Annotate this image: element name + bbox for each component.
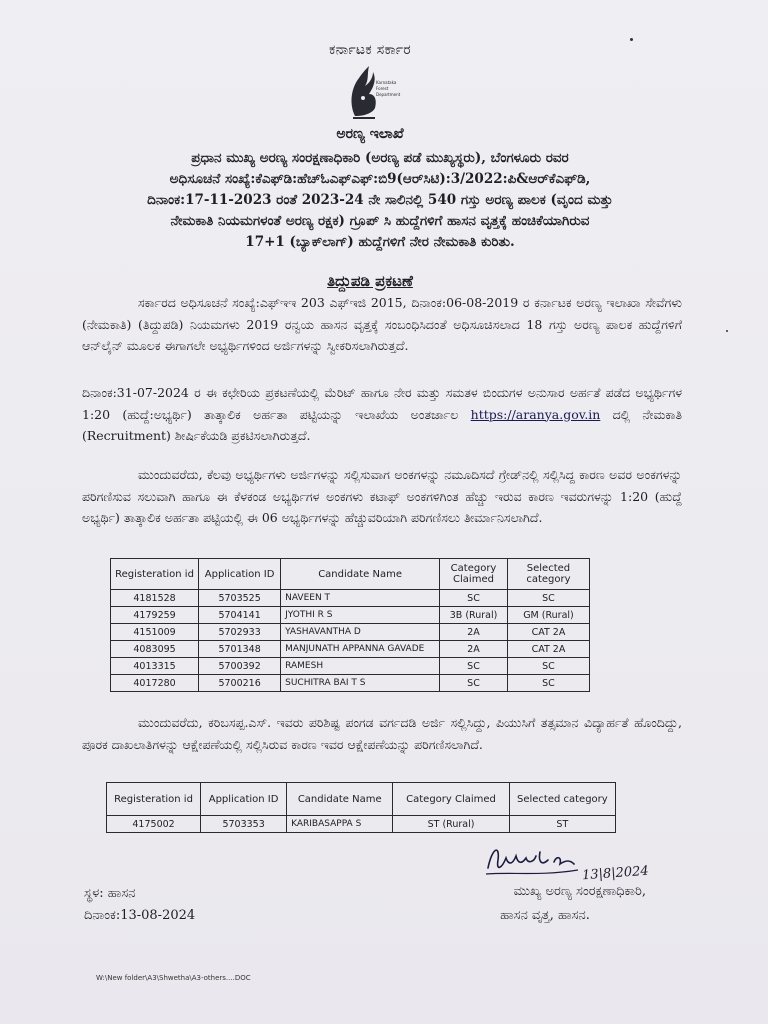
table-cell: GM (Rural) bbox=[507, 607, 589, 624]
forest-department-emblem-icon bbox=[345, 64, 401, 120]
table-cell: ST bbox=[509, 816, 615, 833]
svg-text:Forest: Forest bbox=[376, 86, 389, 91]
table-cell: 5702933 bbox=[199, 624, 281, 641]
column-header: Application ID bbox=[201, 783, 287, 816]
column-header: Selected category bbox=[507, 559, 589, 590]
office-name: ಹಾಸನ ವೃತ್ತ, ಹಾಸನ. bbox=[500, 908, 590, 923]
table-cell: SC bbox=[440, 658, 508, 675]
table-header-row bbox=[107, 783, 616, 816]
table-cell: CAT 2A bbox=[507, 624, 589, 641]
subject-line-4: ನೇಮಕಾತಿ ನಿಯಮಗಳಂತೆ ಅರಣ್ಯ ರಕ್ಷಕ) ಗ್ರೂಪ್ ಸಿ ಹುದ್ದೆಗಳಿಗೆ ಹಾಸನ ವೃತ್ತಕ್ಕೆ ಹಂಚಿಕೆಯಾಗಿರುವ bbox=[170, 213, 590, 229]
officer-designation: ಮುಖ್ಯ ಅರಣ್ಯ ಸಂರಕ್ಷಣಾಧಿಕಾರಿ, bbox=[513, 884, 646, 899]
column-header: Registeration id bbox=[107, 783, 201, 816]
table-cell: SUCHITRA BAI T S bbox=[281, 675, 440, 692]
table-cell: SC bbox=[440, 675, 508, 692]
paragraph-2-text-a: ದಿನಾಂಕ:31-07-2024 ರ ಈ ಕಛೇರಿಯ ಪ್ರಕಟಣೆಯಲ್ಲಿ ಮೆರಿಟ್ ಹಾಗೂ ನೇರ ಮತ್ತು ಸಮತಳ ಬಿಂದುಗಳ ಅನುಸಾರ ಅರ್ಹತೆ ಪಡೆದ ಅಭ್ಯರ್ಥಿಗಳ 1:20 (ಹುದ್ದೆ:ಅಭ್ಯರ್ಥಿ) ತಾತ್ಕಾಲಿಕ ಅರ್ಹತಾ ಪಟ್ಟಿಯನ್ನು ಇಲಾಖೆಯ ಅಂತರ್ಜಾಲ bbox=[82, 385, 682, 422]
table-cell: 4017280 bbox=[111, 675, 199, 692]
government-title: ಕರ್ನಾಟಕ ಸರ್ಕಾರ bbox=[329, 42, 411, 58]
table-row bbox=[111, 658, 590, 675]
table-cell: 5700392 bbox=[199, 658, 281, 675]
table-row bbox=[111, 590, 590, 607]
table-cell: SC bbox=[507, 658, 589, 675]
column-header: Category Claimed bbox=[393, 783, 509, 816]
paragraph-4: ಮುಂದುವರೆದು, ಕರಿಬಸಪ್ಪ.ಎಸ್. ಇವರು ಪರಿಶಿಷ್ಟ ಪಂಗಡ ವರ್ಗದಡಿ ಅರ್ಜಿ ಸಲ್ಲಿಸಿದ್ದು, ಪಿಯುಸಿಗೆ ತತ್ಸಮಾನ ವಿದ್ಯಾರ್ಹತೆ ಹೊಂದಿದ್ದು, ಪೂರಕ ದಾಖಲಾತಿಗಳನ್ನು ಆಕ್ಷೇಪಣೆಯಲ್ಲಿ ಸಲ್ಲಿಸಿರುವ ಕಾರಣ ಇವರ ಆಕ್ಷೇಪಣೆಯನ್ನು ಪರಿಗಣಿಸಲಾಗಿದೆ. bbox=[82, 715, 682, 752]
table-row bbox=[111, 607, 590, 624]
objection-candidate-table bbox=[106, 782, 616, 833]
paragraph-2 bbox=[82, 382, 682, 447]
table-cell: SC bbox=[507, 590, 589, 607]
table-header-row bbox=[111, 559, 590, 590]
column-header: Selected category bbox=[509, 783, 615, 816]
column-header: Category Claimed bbox=[440, 559, 508, 590]
subject-line-3: ದಿನಾಂಕ:17-11-2023 ರಂತೆ 2023-24 ನೇ ಸಾಲಿನಲ್ಲಿ 540 ಗಸ್ತು ಅರಣ್ಯ ಪಾಲಕ (ವೃಂದ ಮತ್ತು bbox=[147, 192, 613, 208]
table-cell: 5704141 bbox=[199, 607, 281, 624]
corrigendum-title: ತಿದ್ದುಪಡಿ ಪ್ರಕಟಣೆ bbox=[327, 272, 413, 290]
paragraph-2-text-b: ದಲ್ಲಿ ನೇಮಕಾತಿ (Recruitment) ಶೀರ್ಷಿಕೆಯಡಿ ಪ್ರಕಟಿಸಲಾಗಿರುತ್ತದೆ. bbox=[82, 406, 682, 443]
scan-speck bbox=[726, 330, 728, 332]
date-label: ದಿನಾಂಕ:13-08-2024 bbox=[84, 908, 196, 923]
signature-date: 13|8|2024 bbox=[581, 863, 650, 884]
table-cell: NAVEEN T bbox=[281, 590, 440, 607]
table-cell: SC bbox=[440, 590, 508, 607]
table-row bbox=[107, 816, 616, 833]
table-cell: JYOTHI R S bbox=[281, 607, 440, 624]
department-title: ಅರಣ್ಯ ಇಲಾಖೆ bbox=[336, 126, 404, 142]
table-cell: SC bbox=[507, 675, 589, 692]
table-cell: ST (Rural) bbox=[393, 816, 509, 833]
table-cell: 4175002 bbox=[107, 816, 201, 833]
file-path-footer: W:\New folder\A3\Shwetha\A3-others....DOC bbox=[96, 974, 251, 982]
column-header: Registeration id bbox=[111, 559, 199, 590]
subject-line-1: ಪ್ರಧಾನ ಮುಖ್ಯ ಅರಣ್ಯ ಸಂರಕ್ಷಣಾಧಿಕಾರಿ (ಅರಣ್ಯ ಪಡೆ ಮುಖ್ಯಸ್ಥರು), ಬೆಂಗಳೂರು ರವರ bbox=[191, 150, 569, 166]
table-cell: 4181528 bbox=[111, 590, 199, 607]
table-row bbox=[111, 675, 590, 692]
table-cell: 4083095 bbox=[111, 641, 199, 658]
paragraph-1: ಸರ್ಕಾರದ ಅಧಿಸೂಚನೆ ಸಂಖ್ಯೆ:ಎಫ್‌ಇಇ 203 ಎಫ್‌ಇಜಿ 2015, ದಿನಾಂಕ:06-08-2019 ರ ಕರ್ನಾಟಕ ಅರಣ್ಯ ಇಲಾಖಾ ಸೇವೆಗಳು (ನೇಮಕಾತಿ) (ತಿದ್ದುಪಡಿ) ನಿಯಮಗಳು 2019 ರನ್ವಯ ಹಾಸನ ವೃತ್ತಕ್ಕೆ ಸಂಬಂಧಿಸಿದಂತೆ ಅಧಿಸೂಚಿಸಲಾದ 18 ಗಸ್ತು ಅರಣ್ಯ ಪಾಲಕ ಹುದ್ದೆಗಳಿಗೆ ಆನ್‌ಲೈನ್ ಮೂಲಕ ಈಗಾಗಲೇ ಅಭ್ಯರ್ಥಿಗಳಿಂದ ಅರ್ಜಿಗಳನ್ನು ಸ್ವೀಕರಿಸಲಾಗಿರುತ್ತದೆ. bbox=[82, 295, 682, 353]
table-cell: 4013315 bbox=[111, 658, 199, 675]
table-cell: RAMESH bbox=[281, 658, 440, 675]
table-cell: 5701348 bbox=[199, 641, 281, 658]
column-header: Candidate Name bbox=[281, 559, 440, 590]
table-cell: 2A bbox=[440, 641, 508, 658]
table-cell: 5703353 bbox=[201, 816, 287, 833]
aranya-website-link[interactable]: https://aranya.gov.in bbox=[470, 406, 601, 422]
scan-speck bbox=[630, 38, 633, 41]
subject-line-5: 17+1 (ಬ್ಯಾಕ್‌ಲಾಗ್) ಹುದ್ದೆಗಳಿಗೆ ನೇರ ನೇಮಕಾತಿ ಕುರಿತು. bbox=[245, 234, 515, 250]
table-cell: YASHAVANTHA D bbox=[281, 624, 440, 641]
paragraph-3: ಮುಂದುವರೆದು, ಕೆಲವು ಅಭ್ಯರ್ಥಿಗಳು ಅರ್ಜಿಗಳನ್ನು ಸಲ್ಲಿಸುವಾಗ ಅಂಕಗಳನ್ನು ನಮೂದಿಸದೆ ಗ್ರೇಡ್‌ನಲ್ಲಿ ಸಲ್ಲಿಸಿದ್ದ ಕಾರಣ ಅವರ ಅಂಕಗಳನ್ನು ಪರಿಗಣಿಸುವ ಸಲುವಾಗಿ ಹಾಗೂ ಈ ಕೆಳಕಂಡ ಅಭ್ಯರ್ಥಿಗಳ ಅಂಕಗಳು ಕಟಾಫ್ ಅಂಕಗಳಿಗಿಂತ ಹೆಚ್ಚು ಇರುವ ಕಾರಣ ಇವರುಗಳನ್ನು 1:20 (ಹುದ್ದೆ ಅಭ್ಯರ್ಥಿ) ತಾತ್ಕಾಲಿಕ ಅರ್ಹತಾ ಪಟ್ಟಿಯಲ್ಲಿ ಈ 06 ಅಭ್ಯರ್ಥಿಗಳನ್ನು ಹೆಚ್ಚುವರಿಯಾಗಿ ಪರಿಗಣಿಸಲು ತೀರ್ಮಾನಿಸಲಾಗಿದೆ. bbox=[82, 467, 682, 525]
table-row bbox=[111, 624, 590, 641]
column-header: Application ID bbox=[199, 559, 281, 590]
table-cell: MANJUNATH APPANNA GAVADE bbox=[281, 641, 440, 658]
table-cell: 5700216 bbox=[199, 675, 281, 692]
table-cell: 5703525 bbox=[199, 590, 281, 607]
table-cell: 2A bbox=[440, 624, 508, 641]
table-row bbox=[111, 641, 590, 658]
svg-text:Karnataka: Karnataka bbox=[376, 80, 397, 85]
subject-line-2: ಅಧಿಸೂಚನೆ ಸಂಖ್ಯೆ:ಕೆಎಫ್‌ಡಿ:ಹೆಚ್‌ಓಎಫ್‌ಎಫ್:ಬಿ9(ಆರ್‌ಸಿಟಿ):3/2022:ಪಿ&ಆರ್‌ಕೆಎಫ್‌ಡಿ, bbox=[169, 171, 591, 187]
column-header: Candidate Name bbox=[287, 783, 393, 816]
additional-candidates-table bbox=[110, 558, 590, 692]
table-cell: 4179259 bbox=[111, 607, 199, 624]
table-cell: KARIBASAPPA S bbox=[287, 816, 393, 833]
svg-text:Department: Department bbox=[376, 92, 401, 97]
table-cell: 3B (Rural) bbox=[440, 607, 508, 624]
place-label: ಸ್ಥಳ: ಹಾಸನ bbox=[84, 886, 136, 901]
table-cell: 4151009 bbox=[111, 624, 199, 641]
table-cell: CAT 2A bbox=[507, 641, 589, 658]
